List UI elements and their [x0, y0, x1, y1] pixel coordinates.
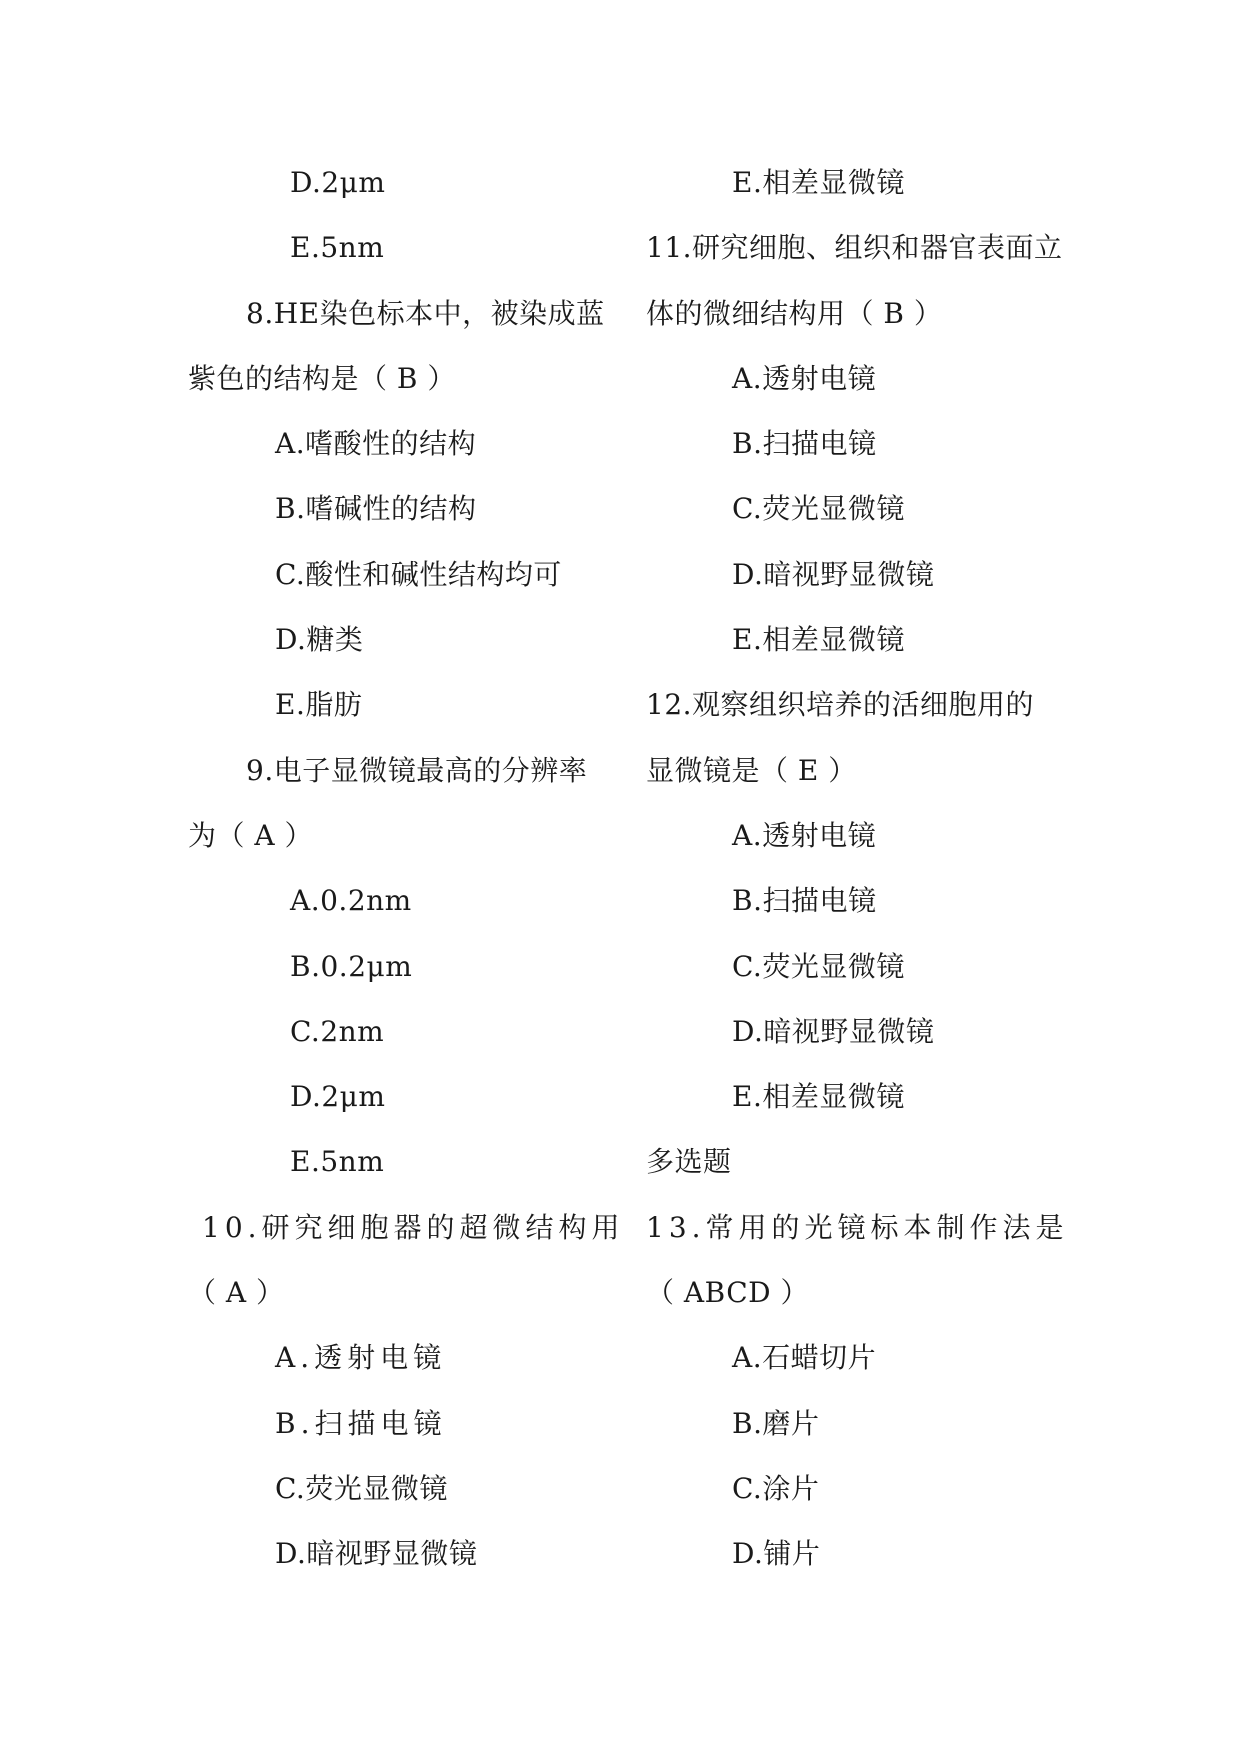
- text-line: 显微镜是（ E ）: [646, 753, 857, 787]
- text-line: C.涂片: [732, 1471, 820, 1505]
- text-line: 多选题: [646, 1145, 732, 1179]
- text-line: 紫色的结构是（ B ）: [188, 361, 456, 395]
- text-line: D.铺片: [732, 1537, 821, 1571]
- text-line: 13.常用的光镜标本制作法是: [646, 1210, 1069, 1244]
- text-line: E.相差显微镜: [732, 1080, 905, 1114]
- text-line: A.嗜酸性的结构: [275, 427, 477, 461]
- text-line: E.相差显微镜: [732, 166, 905, 199]
- text-line: D.暗视野显微镜: [275, 1537, 478, 1571]
- right-column: [646, 150, 1069, 1587]
- text-line: E.脂肪: [275, 688, 363, 722]
- text-line: D.2μm: [290, 1080, 386, 1114]
- text-line: B.嗜碱性的结构: [275, 492, 477, 526]
- text-line: D.糖类: [275, 623, 364, 657]
- text-line: C.荧光显微镜: [275, 1471, 448, 1505]
- text-line: A.透射电镜: [732, 361, 877, 395]
- text-line: E.相差显微镜: [732, 623, 905, 657]
- text-line: D.2μm: [290, 166, 386, 199]
- text-line: B.0.2μm: [290, 949, 413, 983]
- text-line: B.扫描电镜: [732, 884, 877, 918]
- text-line: 9.电子显微镜最高的分辨率: [246, 753, 588, 787]
- text-line: B.扫描电镜: [732, 427, 877, 461]
- text-line: C.酸性和碱性结构均可: [275, 557, 562, 591]
- text-line: B.磨片: [732, 1406, 820, 1440]
- text-line: 8.HE染色标本中，被染成蓝: [246, 296, 605, 330]
- text-line: 11.研究细胞、组织和器官表面立: [646, 231, 1063, 265]
- text-line: A.0.2nm: [290, 884, 412, 918]
- text-line: 为（ A ）: [188, 818, 314, 852]
- text-line: B.扫描电镜: [275, 1406, 447, 1440]
- text-line: 10.研究细胞器的超微结构用: [202, 1210, 625, 1244]
- left-column: [188, 150, 625, 1587]
- text-line: A.透射电镜: [275, 1341, 447, 1375]
- text-line: A.石蜡切片: [732, 1341, 877, 1375]
- text-line: E.5nm: [290, 1145, 385, 1179]
- text-line: D.暗视野显微镜: [732, 557, 935, 591]
- text-line: 12.观察组织培养的活细胞用的: [646, 688, 1035, 722]
- text-line: （ A ）: [188, 1276, 285, 1310]
- text-line: D.暗视野显微镜: [732, 1014, 935, 1048]
- text-line: 体的微细结构用（ B ）: [646, 296, 943, 330]
- text-line: C.荧光显微镜: [732, 949, 905, 983]
- text-line: A.透射电镜: [732, 818, 877, 852]
- text-line: （ ABCD ）: [646, 1276, 809, 1310]
- text-line: C.荧光显微镜: [732, 492, 905, 526]
- text-line: C.2nm: [290, 1014, 385, 1048]
- text-line: E.5nm: [290, 231, 385, 265]
